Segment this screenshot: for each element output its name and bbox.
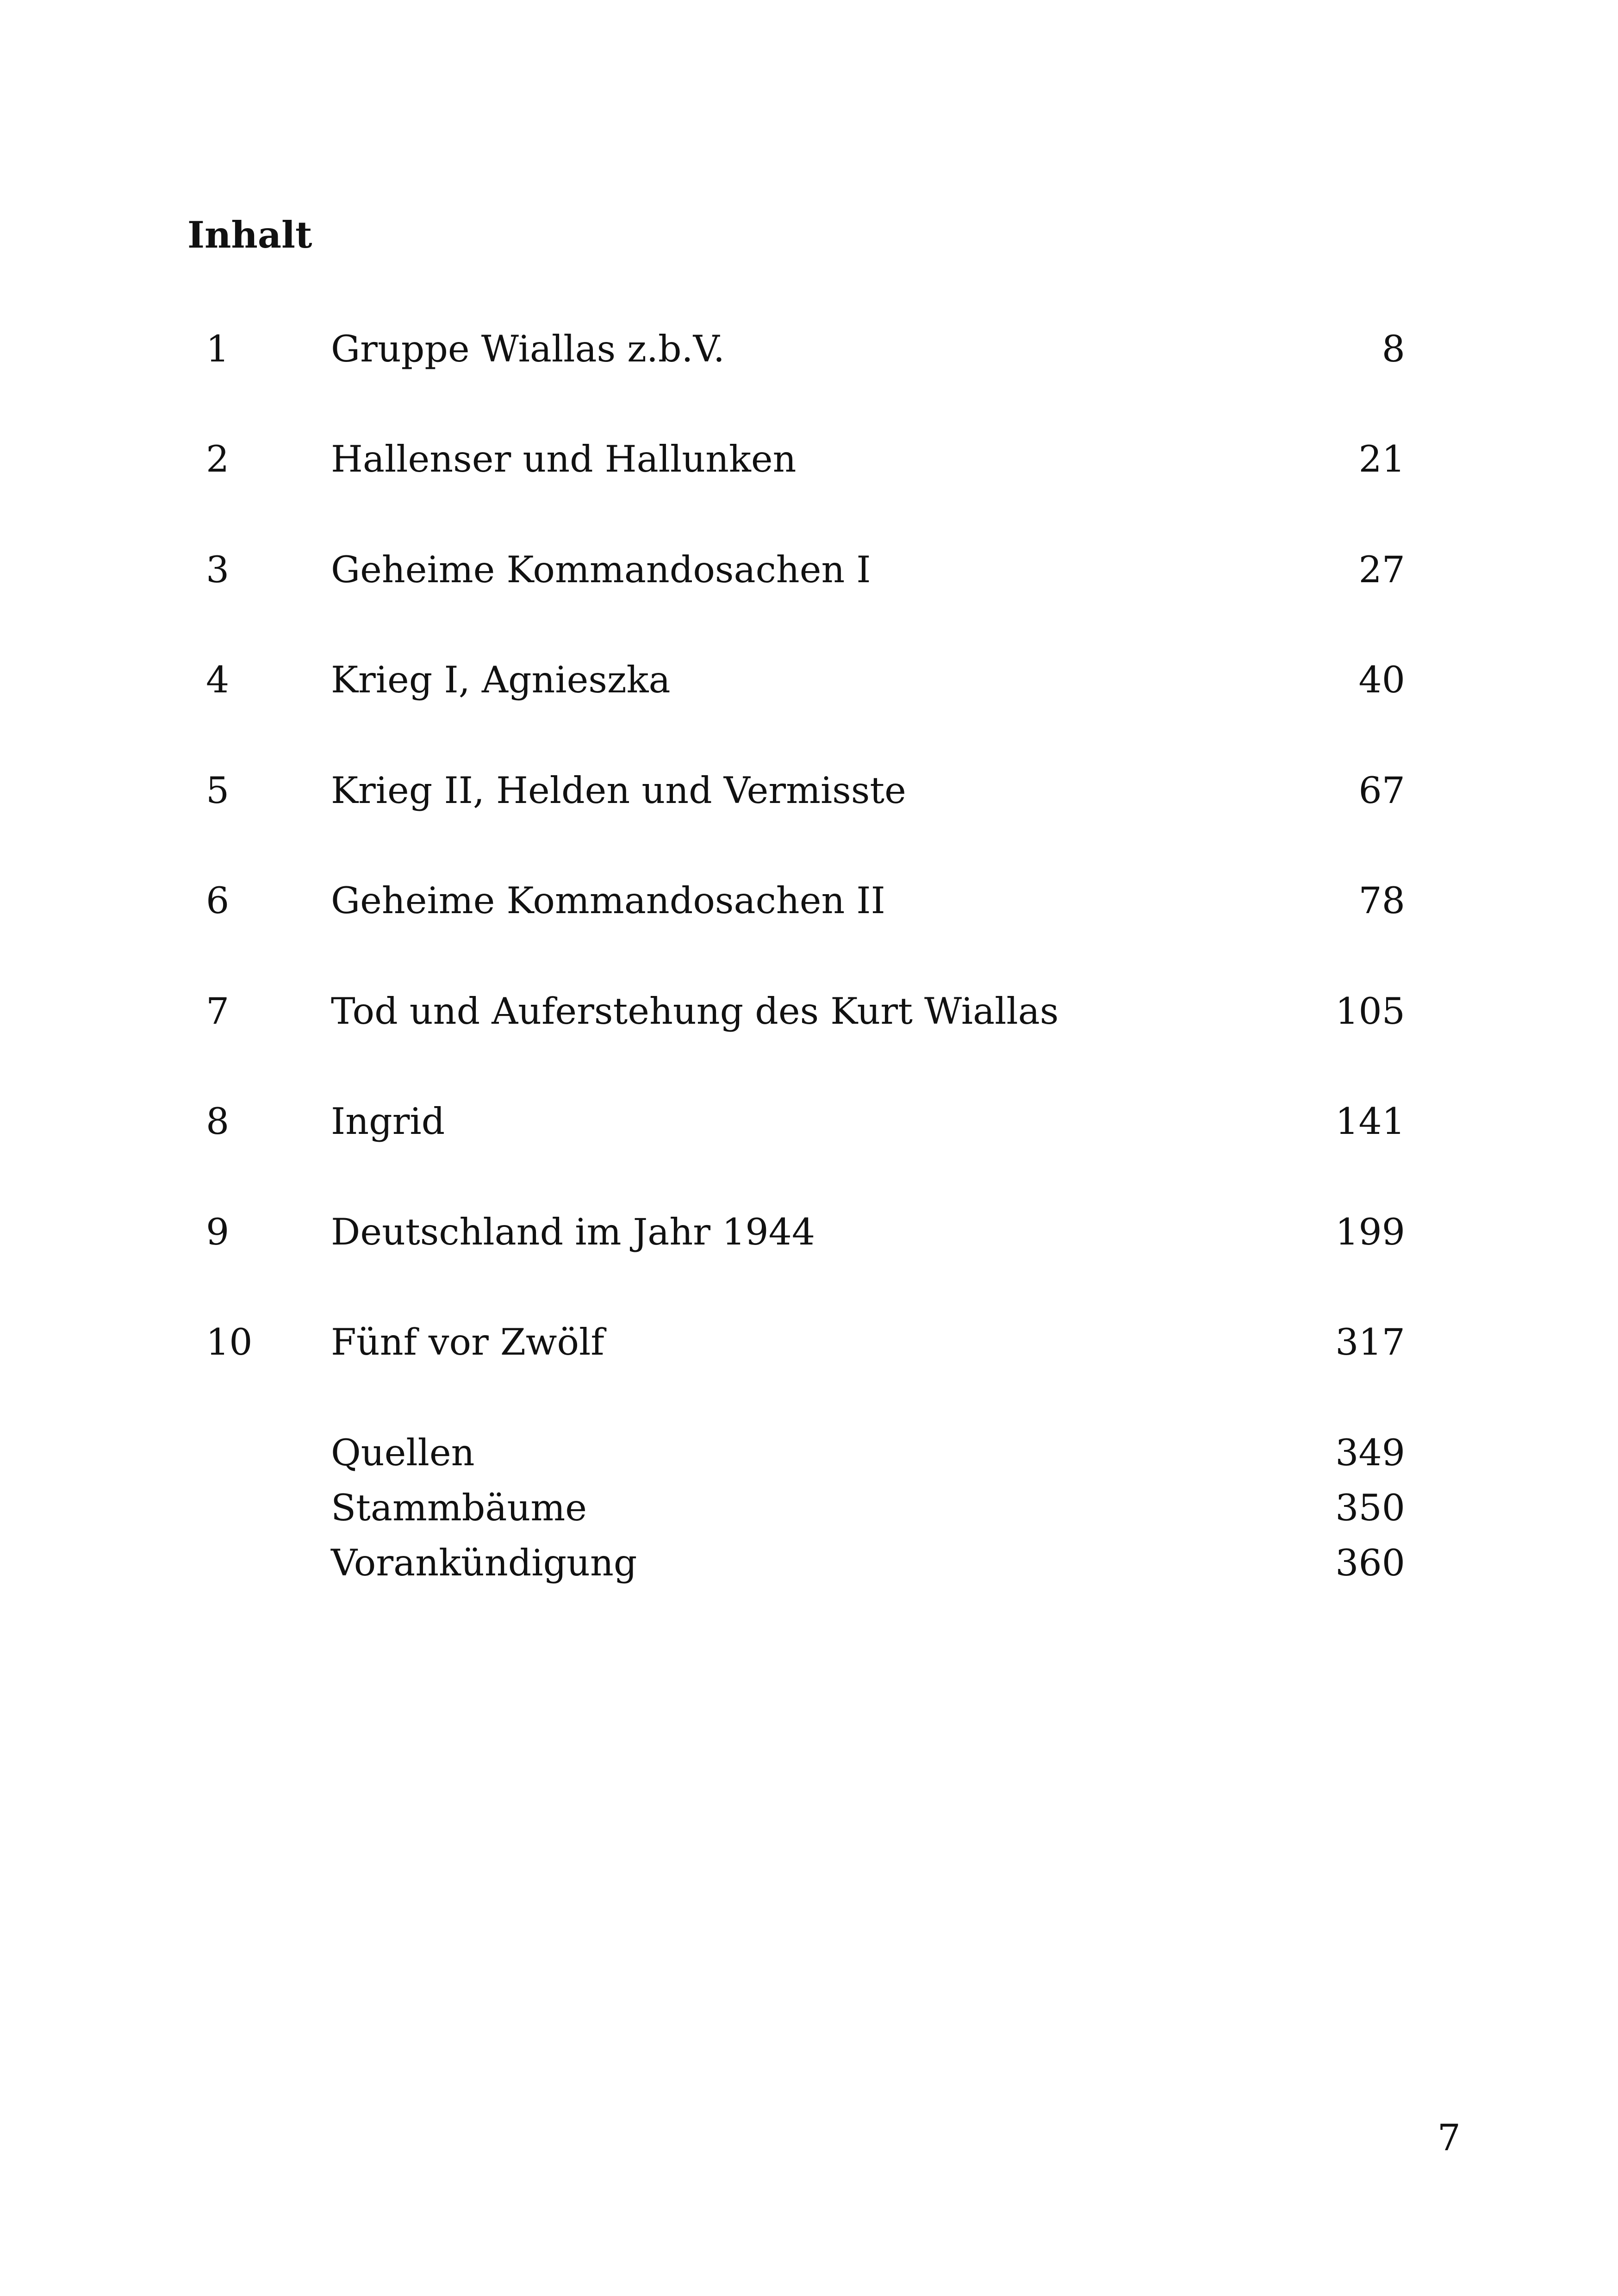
toc-entry — [0, 438, 1618, 487]
chapter-title: Tod und Auferstehung des Kurt Wiallas — [331, 990, 1059, 1033]
chapter-page: 78 — [1358, 879, 1405, 922]
appendix-title: Vorankündigung — [331, 1542, 637, 1584]
appendix-page: 349 — [1335, 1431, 1405, 1474]
chapter-title: Deutschland im Jahr 1944 — [331, 1211, 815, 1253]
toc-entry — [0, 990, 1618, 1039]
chapter-number: 5 — [206, 769, 230, 812]
toc-entry — [0, 879, 1618, 929]
chapter-number: 2 — [206, 438, 230, 480]
chapter-number: 7 — [206, 990, 230, 1033]
appendix-page: 360 — [1335, 1542, 1405, 1584]
chapter-page: 21 — [1358, 438, 1405, 480]
chapter-number: 1 — [206, 328, 230, 370]
chapter-number: 8 — [206, 1100, 230, 1143]
toc-entry — [0, 1487, 1618, 1536]
appendix-page: 350 — [1335, 1487, 1405, 1529]
chapter-number: 6 — [206, 879, 230, 922]
chapter-page: 141 — [1335, 1100, 1405, 1143]
chapter-number: 3 — [206, 548, 230, 591]
toc-heading: Inhalt — [187, 213, 312, 256]
chapter-page: 317 — [1335, 1321, 1405, 1363]
chapter-number: 10 — [206, 1321, 253, 1363]
chapter-title: Ingrid — [331, 1100, 445, 1143]
chapter-number: 9 — [206, 1211, 230, 1253]
toc-entry — [0, 1211, 1618, 1260]
chapter-page: 199 — [1335, 1211, 1405, 1253]
appendix-title: Stammbäume — [331, 1487, 587, 1529]
toc-entry — [0, 1431, 1618, 1481]
toc-entry — [0, 1321, 1618, 1370]
chapter-title: Krieg I, Agnieszka — [331, 659, 671, 701]
chapter-title: Krieg II, Helden und Vermisste — [331, 769, 906, 812]
chapter-title: Hallenser und Hallunken — [331, 438, 797, 480]
appendix-title: Quellen — [331, 1431, 475, 1474]
chapter-page: 40 — [1358, 659, 1405, 701]
toc-entry — [0, 548, 1618, 598]
chapter-number: 4 — [206, 659, 230, 701]
chapter-title: Geheime Kommandosachen I — [331, 548, 871, 591]
toc-entry — [0, 328, 1618, 377]
toc-entry — [0, 769, 1618, 819]
toc-entry — [0, 1100, 1618, 1150]
chapter-title: Gruppe Wiallas z.b.V. — [331, 328, 725, 370]
chapter-page: 67 — [1358, 769, 1405, 812]
chapter-title: Fünf vor Zwölf — [331, 1321, 604, 1363]
chapter-page: 8 — [1382, 328, 1405, 370]
toc-entry — [0, 659, 1618, 708]
page-number: 7 — [1437, 2116, 1461, 2159]
chapter-title: Geheime Kommandosachen II — [331, 879, 885, 922]
chapter-page: 105 — [1335, 990, 1405, 1033]
chapter-page: 27 — [1358, 548, 1405, 591]
toc-entry — [0, 1542, 1618, 1591]
